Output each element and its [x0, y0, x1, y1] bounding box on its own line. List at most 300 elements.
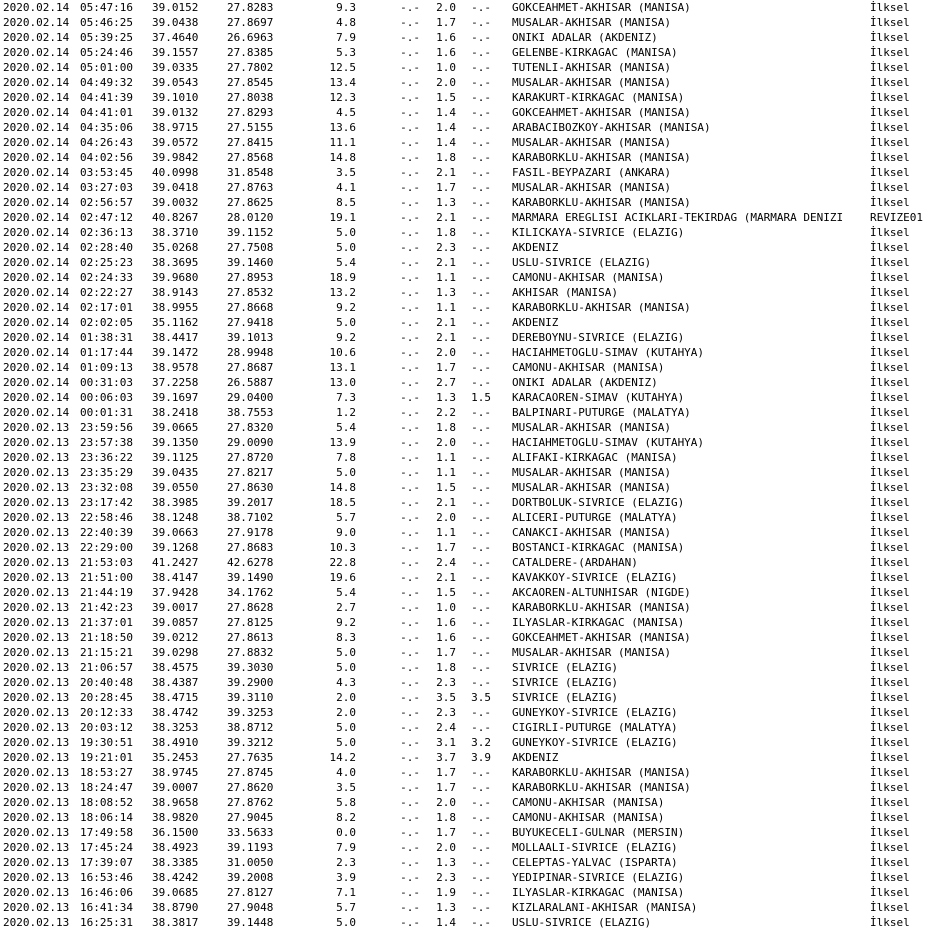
depth-cell: 5.7: [336, 901, 356, 914]
mw-magnitude-cell: -.-: [471, 706, 491, 719]
depth-cell: 12.5: [329, 61, 356, 74]
mw-magnitude-cell: -.-: [471, 601, 491, 614]
date-cell: 2020.02.14: [3, 316, 70, 329]
solution-type-cell: İlksel: [870, 331, 910, 344]
md-magnitude-cell: -.-: [400, 466, 420, 479]
md-magnitude-cell: -.-: [400, 166, 420, 179]
mw-magnitude-cell: -.-: [471, 361, 491, 374]
ml-magnitude-cell: 1.9: [436, 886, 456, 899]
location-cell: GUNEYKOY-SIVRICE (ELAZIG): [512, 706, 678, 719]
solution-type-cell: İlksel: [870, 481, 910, 494]
ml-magnitude-cell: 1.6: [436, 31, 456, 44]
longitude-cell: 26.6963: [227, 31, 274, 44]
ml-magnitude-cell: 2.0: [436, 76, 456, 89]
date-cell: 2020.02.14: [3, 16, 70, 29]
time-cell: 20:12:33: [80, 706, 133, 719]
longitude-cell: 39.1152: [227, 226, 274, 239]
mw-magnitude-cell: -.-: [471, 331, 491, 344]
depth-cell: 13.4: [329, 76, 356, 89]
md-magnitude-cell: -.-: [400, 796, 420, 809]
latitude-cell: 38.9715: [152, 121, 199, 134]
depth-cell: 22.8: [329, 556, 356, 569]
md-magnitude-cell: -.-: [400, 361, 420, 374]
ml-magnitude-cell: 3.7: [436, 751, 456, 764]
location-cell: GOKCEAHMET-AKHISAR (MANISA): [512, 1, 691, 14]
longitude-cell: 27.8620: [227, 781, 274, 794]
ml-magnitude-cell: 2.2: [436, 406, 456, 419]
longitude-cell: 29.0090: [227, 436, 274, 449]
location-cell: MUSALAR-AKHISAR (MANISA): [512, 466, 671, 479]
latitude-cell: 39.1010: [152, 91, 199, 104]
solution-type-cell: İlksel: [870, 181, 910, 194]
list-item: [3, 615, 923, 630]
location-cell: AKDENIZ: [512, 241, 559, 254]
longitude-cell: 28.9948: [227, 346, 274, 359]
date-cell: 2020.02.13: [3, 631, 70, 644]
md-magnitude-cell: -.-: [400, 451, 420, 464]
date-cell: 2020.02.14: [3, 376, 70, 389]
longitude-cell: 27.8320: [227, 421, 274, 434]
date-cell: 2020.02.13: [3, 511, 70, 524]
depth-cell: 13.6: [329, 121, 356, 134]
latitude-cell: 38.3253: [152, 721, 199, 734]
ml-magnitude-cell: 1.7: [436, 181, 456, 194]
ml-magnitude-cell: 1.3: [436, 901, 456, 914]
depth-cell: 4.8: [336, 16, 356, 29]
depth-cell: 1.2: [336, 406, 356, 419]
latitude-cell: 39.1350: [152, 436, 199, 449]
mw-magnitude-cell: -.-: [471, 376, 491, 389]
list-item: [3, 60, 923, 75]
date-cell: 2020.02.13: [3, 826, 70, 839]
list-item: [3, 225, 923, 240]
mw-magnitude-cell: 1.5: [471, 391, 491, 404]
latitude-cell: 35.2453: [152, 751, 199, 764]
solution-type-cell: İlksel: [870, 616, 910, 629]
mw-magnitude-cell: -.-: [471, 1, 491, 14]
list-item: [3, 795, 923, 810]
solution-type-cell: İlksel: [870, 226, 910, 239]
md-magnitude-cell: -.-: [400, 706, 420, 719]
date-cell: 2020.02.14: [3, 406, 70, 419]
md-magnitude-cell: -.-: [400, 766, 420, 779]
solution-type-cell: İlksel: [870, 796, 910, 809]
time-cell: 18:24:47: [80, 781, 133, 794]
md-magnitude-cell: -.-: [400, 511, 420, 524]
date-cell: 2020.02.14: [3, 151, 70, 164]
solution-type-cell: İlksel: [870, 76, 910, 89]
solution-type-cell: İlksel: [870, 1, 910, 14]
date-cell: 2020.02.14: [3, 346, 70, 359]
depth-cell: 5.4: [336, 256, 356, 269]
mw-magnitude-cell: -.-: [471, 16, 491, 29]
solution-type-cell: İlksel: [870, 691, 910, 704]
list-item: [3, 405, 923, 420]
mw-magnitude-cell: -.-: [471, 256, 491, 269]
time-cell: 03:53:45: [80, 166, 133, 179]
longitude-cell: 39.1448: [227, 916, 274, 929]
ml-magnitude-cell: 3.5: [436, 691, 456, 704]
mw-magnitude-cell: -.-: [471, 406, 491, 419]
time-cell: 23:59:56: [80, 421, 133, 434]
time-cell: 23:57:38: [80, 436, 133, 449]
depth-cell: 11.1: [329, 136, 356, 149]
solution-type-cell: İlksel: [870, 811, 910, 824]
ml-magnitude-cell: 1.5: [436, 91, 456, 104]
solution-type-cell: İlksel: [870, 571, 910, 584]
depth-cell: 5.3: [336, 46, 356, 59]
ml-magnitude-cell: 2.4: [436, 721, 456, 734]
latitude-cell: 38.4417: [152, 331, 199, 344]
date-cell: 2020.02.13: [3, 421, 70, 434]
solution-type-cell: İlksel: [870, 241, 910, 254]
solution-type-cell: İlksel: [870, 466, 910, 479]
solution-type-cell: İlksel: [870, 646, 910, 659]
mw-magnitude-cell: -.-: [471, 661, 491, 674]
date-cell: 2020.02.13: [3, 811, 70, 824]
ml-magnitude-cell: 1.3: [436, 196, 456, 209]
ml-magnitude-cell: 1.8: [436, 421, 456, 434]
depth-cell: 13.9: [329, 436, 356, 449]
latitude-cell: 38.3985: [152, 496, 199, 509]
time-cell: 02:02:05: [80, 316, 133, 329]
depth-cell: 5.0: [336, 241, 356, 254]
time-cell: 16:46:06: [80, 886, 133, 899]
depth-cell: 13.1: [329, 361, 356, 374]
longitude-cell: 27.5155: [227, 121, 274, 134]
md-magnitude-cell: -.-: [400, 481, 420, 494]
date-cell: 2020.02.14: [3, 256, 70, 269]
location-cell: SIVRICE (ELAZIG): [512, 676, 618, 689]
time-cell: 17:45:24: [80, 841, 133, 854]
time-cell: 02:28:40: [80, 241, 133, 254]
location-cell: YEDIPINAR-SIVRICE (ELAZIG): [512, 871, 685, 884]
solution-type-cell: İlksel: [870, 766, 910, 779]
list-item: [3, 570, 923, 585]
date-cell: 2020.02.13: [3, 721, 70, 734]
location-cell: KARABORKLU-AKHISAR (MANISA): [512, 601, 691, 614]
md-magnitude-cell: -.-: [400, 331, 420, 344]
mw-magnitude-cell: -.-: [471, 286, 491, 299]
longitude-cell: 38.8712: [227, 721, 274, 734]
depth-cell: 5.0: [336, 466, 356, 479]
latitude-cell: 39.0435: [152, 466, 199, 479]
longitude-cell: 27.9418: [227, 316, 274, 329]
longitude-cell: 31.8548: [227, 166, 274, 179]
time-cell: 02:24:33: [80, 271, 133, 284]
ml-magnitude-cell: 1.7: [436, 781, 456, 794]
depth-cell: 4.3: [336, 676, 356, 689]
ml-magnitude-cell: 1.6: [436, 616, 456, 629]
date-cell: 2020.02.13: [3, 466, 70, 479]
time-cell: 05:47:16: [80, 1, 133, 14]
list-item: [3, 180, 923, 195]
md-magnitude-cell: -.-: [400, 1, 420, 14]
time-cell: 04:35:06: [80, 121, 133, 134]
date-cell: 2020.02.14: [3, 121, 70, 134]
mw-magnitude-cell: -.-: [471, 826, 491, 839]
longitude-cell: 27.7635: [227, 751, 274, 764]
ml-magnitude-cell: 1.8: [436, 151, 456, 164]
list-item: [3, 885, 923, 900]
solution-type-cell: İlksel: [870, 841, 910, 854]
depth-cell: 7.3: [336, 391, 356, 404]
date-cell: 2020.02.13: [3, 841, 70, 854]
longitude-cell: 27.8415: [227, 136, 274, 149]
solution-type-cell: İlksel: [870, 781, 910, 794]
latitude-cell: 39.0152: [152, 1, 199, 14]
latitude-cell: 35.1162: [152, 316, 199, 329]
mw-magnitude-cell: -.-: [471, 556, 491, 569]
longitude-cell: 27.9048: [227, 901, 274, 914]
list-item: [3, 765, 923, 780]
ml-magnitude-cell: 1.8: [436, 811, 456, 824]
md-magnitude-cell: -.-: [400, 841, 420, 854]
latitude-cell: 38.4715: [152, 691, 199, 704]
list-item: [3, 825, 923, 840]
longitude-cell: 27.8127: [227, 886, 274, 899]
latitude-cell: 39.9680: [152, 271, 199, 284]
longitude-cell: 27.7508: [227, 241, 274, 254]
date-cell: 2020.02.13: [3, 586, 70, 599]
list-item: [3, 315, 923, 330]
mw-magnitude-cell: -.-: [471, 916, 491, 929]
solution-type-cell: İlksel: [870, 136, 910, 149]
md-magnitude-cell: -.-: [400, 571, 420, 584]
list-item: [3, 255, 923, 270]
longitude-cell: 29.0400: [227, 391, 274, 404]
list-item: [3, 420, 923, 435]
location-cell: CAMONU-AKHISAR (MANISA): [512, 361, 665, 374]
solution-type-cell: İlksel: [870, 361, 910, 374]
ml-magnitude-cell: 2.0: [436, 796, 456, 809]
time-cell: 17:39:07: [80, 856, 133, 869]
date-cell: 2020.02.13: [3, 556, 70, 569]
longitude-cell: 27.8628: [227, 601, 274, 614]
depth-cell: 2.7: [336, 601, 356, 614]
list-item: [3, 870, 923, 885]
list-item: [3, 135, 923, 150]
mw-magnitude-cell: -.-: [471, 541, 491, 554]
md-magnitude-cell: -.-: [400, 496, 420, 509]
date-cell: 2020.02.13: [3, 736, 70, 749]
depth-cell: 19.6: [329, 571, 356, 584]
list-item: [3, 150, 923, 165]
solution-type-cell: İlksel: [870, 196, 910, 209]
depth-cell: 5.0: [336, 646, 356, 659]
longitude-cell: 27.8762: [227, 796, 274, 809]
solution-type-cell: İlksel: [870, 901, 910, 914]
md-magnitude-cell: -.-: [400, 871, 420, 884]
md-magnitude-cell: -.-: [400, 601, 420, 614]
md-magnitude-cell: -.-: [400, 391, 420, 404]
md-magnitude-cell: -.-: [400, 541, 420, 554]
date-cell: 2020.02.13: [3, 796, 70, 809]
solution-type-cell: İlksel: [870, 706, 910, 719]
ml-magnitude-cell: 1.7: [436, 16, 456, 29]
depth-cell: 7.8: [336, 451, 356, 464]
list-item: [3, 210, 923, 225]
md-magnitude-cell: -.-: [400, 826, 420, 839]
location-cell: ALICERI-PUTURGE (MALATYA): [512, 511, 678, 524]
md-magnitude-cell: -.-: [400, 691, 420, 704]
ml-magnitude-cell: 1.0: [436, 601, 456, 614]
list-item: [3, 630, 923, 645]
list-item: [3, 345, 923, 360]
md-magnitude-cell: -.-: [400, 271, 420, 284]
latitude-cell: 39.0438: [152, 16, 199, 29]
solution-type-cell: İlksel: [870, 346, 910, 359]
mw-magnitude-cell: -.-: [471, 316, 491, 329]
ml-magnitude-cell: 2.0: [436, 511, 456, 524]
depth-cell: 5.4: [336, 421, 356, 434]
solution-type-cell: İlksel: [870, 736, 910, 749]
ml-magnitude-cell: 1.1: [436, 451, 456, 464]
ml-magnitude-cell: 1.3: [436, 856, 456, 869]
depth-cell: 2.3: [336, 856, 356, 869]
date-cell: 2020.02.13: [3, 541, 70, 554]
date-cell: 2020.02.13: [3, 451, 70, 464]
time-cell: 21:18:50: [80, 631, 133, 644]
location-cell: CAMONU-AKHISAR (MANISA): [512, 811, 665, 824]
date-cell: 2020.02.13: [3, 751, 70, 764]
mw-magnitude-cell: -.-: [471, 901, 491, 914]
longitude-cell: 39.3212: [227, 736, 274, 749]
date-cell: 2020.02.14: [3, 106, 70, 119]
mw-magnitude-cell: -.-: [471, 646, 491, 659]
longitude-cell: 27.8683: [227, 541, 274, 554]
solution-type-cell: İlksel: [870, 391, 910, 404]
list-item: [3, 465, 923, 480]
mw-magnitude-cell: -.-: [471, 151, 491, 164]
md-magnitude-cell: -.-: [400, 406, 420, 419]
depth-cell: 12.3: [329, 91, 356, 104]
solution-type-cell: İlksel: [870, 541, 910, 554]
depth-cell: 2.0: [336, 691, 356, 704]
mw-magnitude-cell: -.-: [471, 856, 491, 869]
latitude-cell: 39.1697: [152, 391, 199, 404]
longitude-cell: 27.8625: [227, 196, 274, 209]
latitude-cell: 37.2258: [152, 376, 199, 389]
latitude-cell: 39.0543: [152, 76, 199, 89]
md-magnitude-cell: -.-: [400, 781, 420, 794]
date-cell: 2020.02.13: [3, 481, 70, 494]
list-item: [3, 555, 923, 570]
time-cell: 16:25:31: [80, 916, 133, 929]
md-magnitude-cell: -.-: [400, 61, 420, 74]
depth-cell: 3.5: [336, 166, 356, 179]
latitude-cell: 39.0298: [152, 646, 199, 659]
md-magnitude-cell: -.-: [400, 811, 420, 824]
location-cell: KARABORKLU-AKHISAR (MANISA): [512, 151, 691, 164]
ml-magnitude-cell: 1.4: [436, 106, 456, 119]
longitude-cell: 27.8832: [227, 646, 274, 659]
list-item: [3, 675, 923, 690]
depth-cell: 5.0: [336, 736, 356, 749]
solution-type-cell: İlksel: [870, 496, 910, 509]
time-cell: 02:25:23: [80, 256, 133, 269]
depth-cell: 5.8: [336, 796, 356, 809]
time-cell: 02:22:27: [80, 286, 133, 299]
list-item: [3, 30, 923, 45]
longitude-cell: 39.2900: [227, 676, 274, 689]
depth-cell: 9.2: [336, 616, 356, 629]
location-cell: SIVRICE (ELAZIG): [512, 691, 618, 704]
location-cell: ALIFAKI-KIRKAGAC (MANISA): [512, 451, 678, 464]
latitude-cell: 39.0132: [152, 106, 199, 119]
mw-magnitude-cell: -.-: [471, 106, 491, 119]
depth-cell: 8.2: [336, 811, 356, 824]
latitude-cell: 39.0572: [152, 136, 199, 149]
longitude-cell: 27.8217: [227, 466, 274, 479]
solution-type-cell: İlksel: [870, 316, 910, 329]
list-item: [3, 390, 923, 405]
mw-magnitude-cell: -.-: [471, 91, 491, 104]
ml-magnitude-cell: 2.3: [436, 706, 456, 719]
solution-type-cell: İlksel: [870, 856, 910, 869]
solution-type-cell: İlksel: [870, 871, 910, 884]
longitude-cell: 39.1460: [227, 256, 274, 269]
solution-type-cell: İlksel: [870, 586, 910, 599]
solution-type-cell: İlksel: [870, 436, 910, 449]
date-cell: 2020.02.14: [3, 211, 70, 224]
md-magnitude-cell: -.-: [400, 106, 420, 119]
latitude-cell: 40.8267: [152, 211, 199, 224]
location-cell: FASIL-BEYPAZARI (ANKARA): [512, 166, 671, 179]
longitude-cell: 27.8283: [227, 1, 274, 14]
location-cell: KILICKAYA-SIVRICE (ELAZIG): [512, 226, 685, 239]
date-cell: 2020.02.14: [3, 391, 70, 404]
longitude-cell: 39.3110: [227, 691, 274, 704]
location-cell: CANAKCI-AKHISAR (MANISA): [512, 526, 671, 539]
depth-cell: 5.7: [336, 511, 356, 524]
list-item: [3, 525, 923, 540]
list-item: [3, 600, 923, 615]
longitude-cell: 27.8720: [227, 451, 274, 464]
latitude-cell: 38.4387: [152, 676, 199, 689]
list-item: [3, 240, 923, 255]
solution-type-cell: İlksel: [870, 676, 910, 689]
latitude-cell: 38.9578: [152, 361, 199, 374]
md-magnitude-cell: -.-: [400, 421, 420, 434]
time-cell: 21:06:57: [80, 661, 133, 674]
ml-magnitude-cell: 2.1: [436, 331, 456, 344]
time-cell: 02:17:01: [80, 301, 133, 314]
md-magnitude-cell: -.-: [400, 16, 420, 29]
ml-magnitude-cell: 2.0: [436, 1, 456, 14]
solution-type-cell: REVIZE01: [870, 211, 923, 224]
md-magnitude-cell: -.-: [400, 556, 420, 569]
location-cell: KARABORKLU-AKHISAR (MANISA): [512, 301, 691, 314]
solution-type-cell: İlksel: [870, 916, 910, 929]
list-item: [3, 375, 923, 390]
solution-type-cell: İlksel: [870, 106, 910, 119]
location-cell: AKCAOREN-ALTUNHISAR (NIGDE): [512, 586, 691, 599]
ml-magnitude-cell: 1.7: [436, 826, 456, 839]
mw-magnitude-cell: -.-: [471, 496, 491, 509]
location-cell: KARABORKLU-AKHISAR (MANISA): [512, 766, 691, 779]
date-cell: 2020.02.13: [3, 571, 70, 584]
location-cell: GELENBE-KIRKAGAC (MANISA): [512, 46, 678, 59]
date-cell: 2020.02.13: [3, 901, 70, 914]
depth-cell: 14.8: [329, 151, 356, 164]
longitude-cell: 26.5887: [227, 376, 274, 389]
latitude-cell: 40.0998: [152, 166, 199, 179]
list-item: [3, 45, 923, 60]
latitude-cell: 39.0857: [152, 616, 199, 629]
longitude-cell: 42.6278: [227, 556, 274, 569]
longitude-cell: 39.3030: [227, 661, 274, 674]
